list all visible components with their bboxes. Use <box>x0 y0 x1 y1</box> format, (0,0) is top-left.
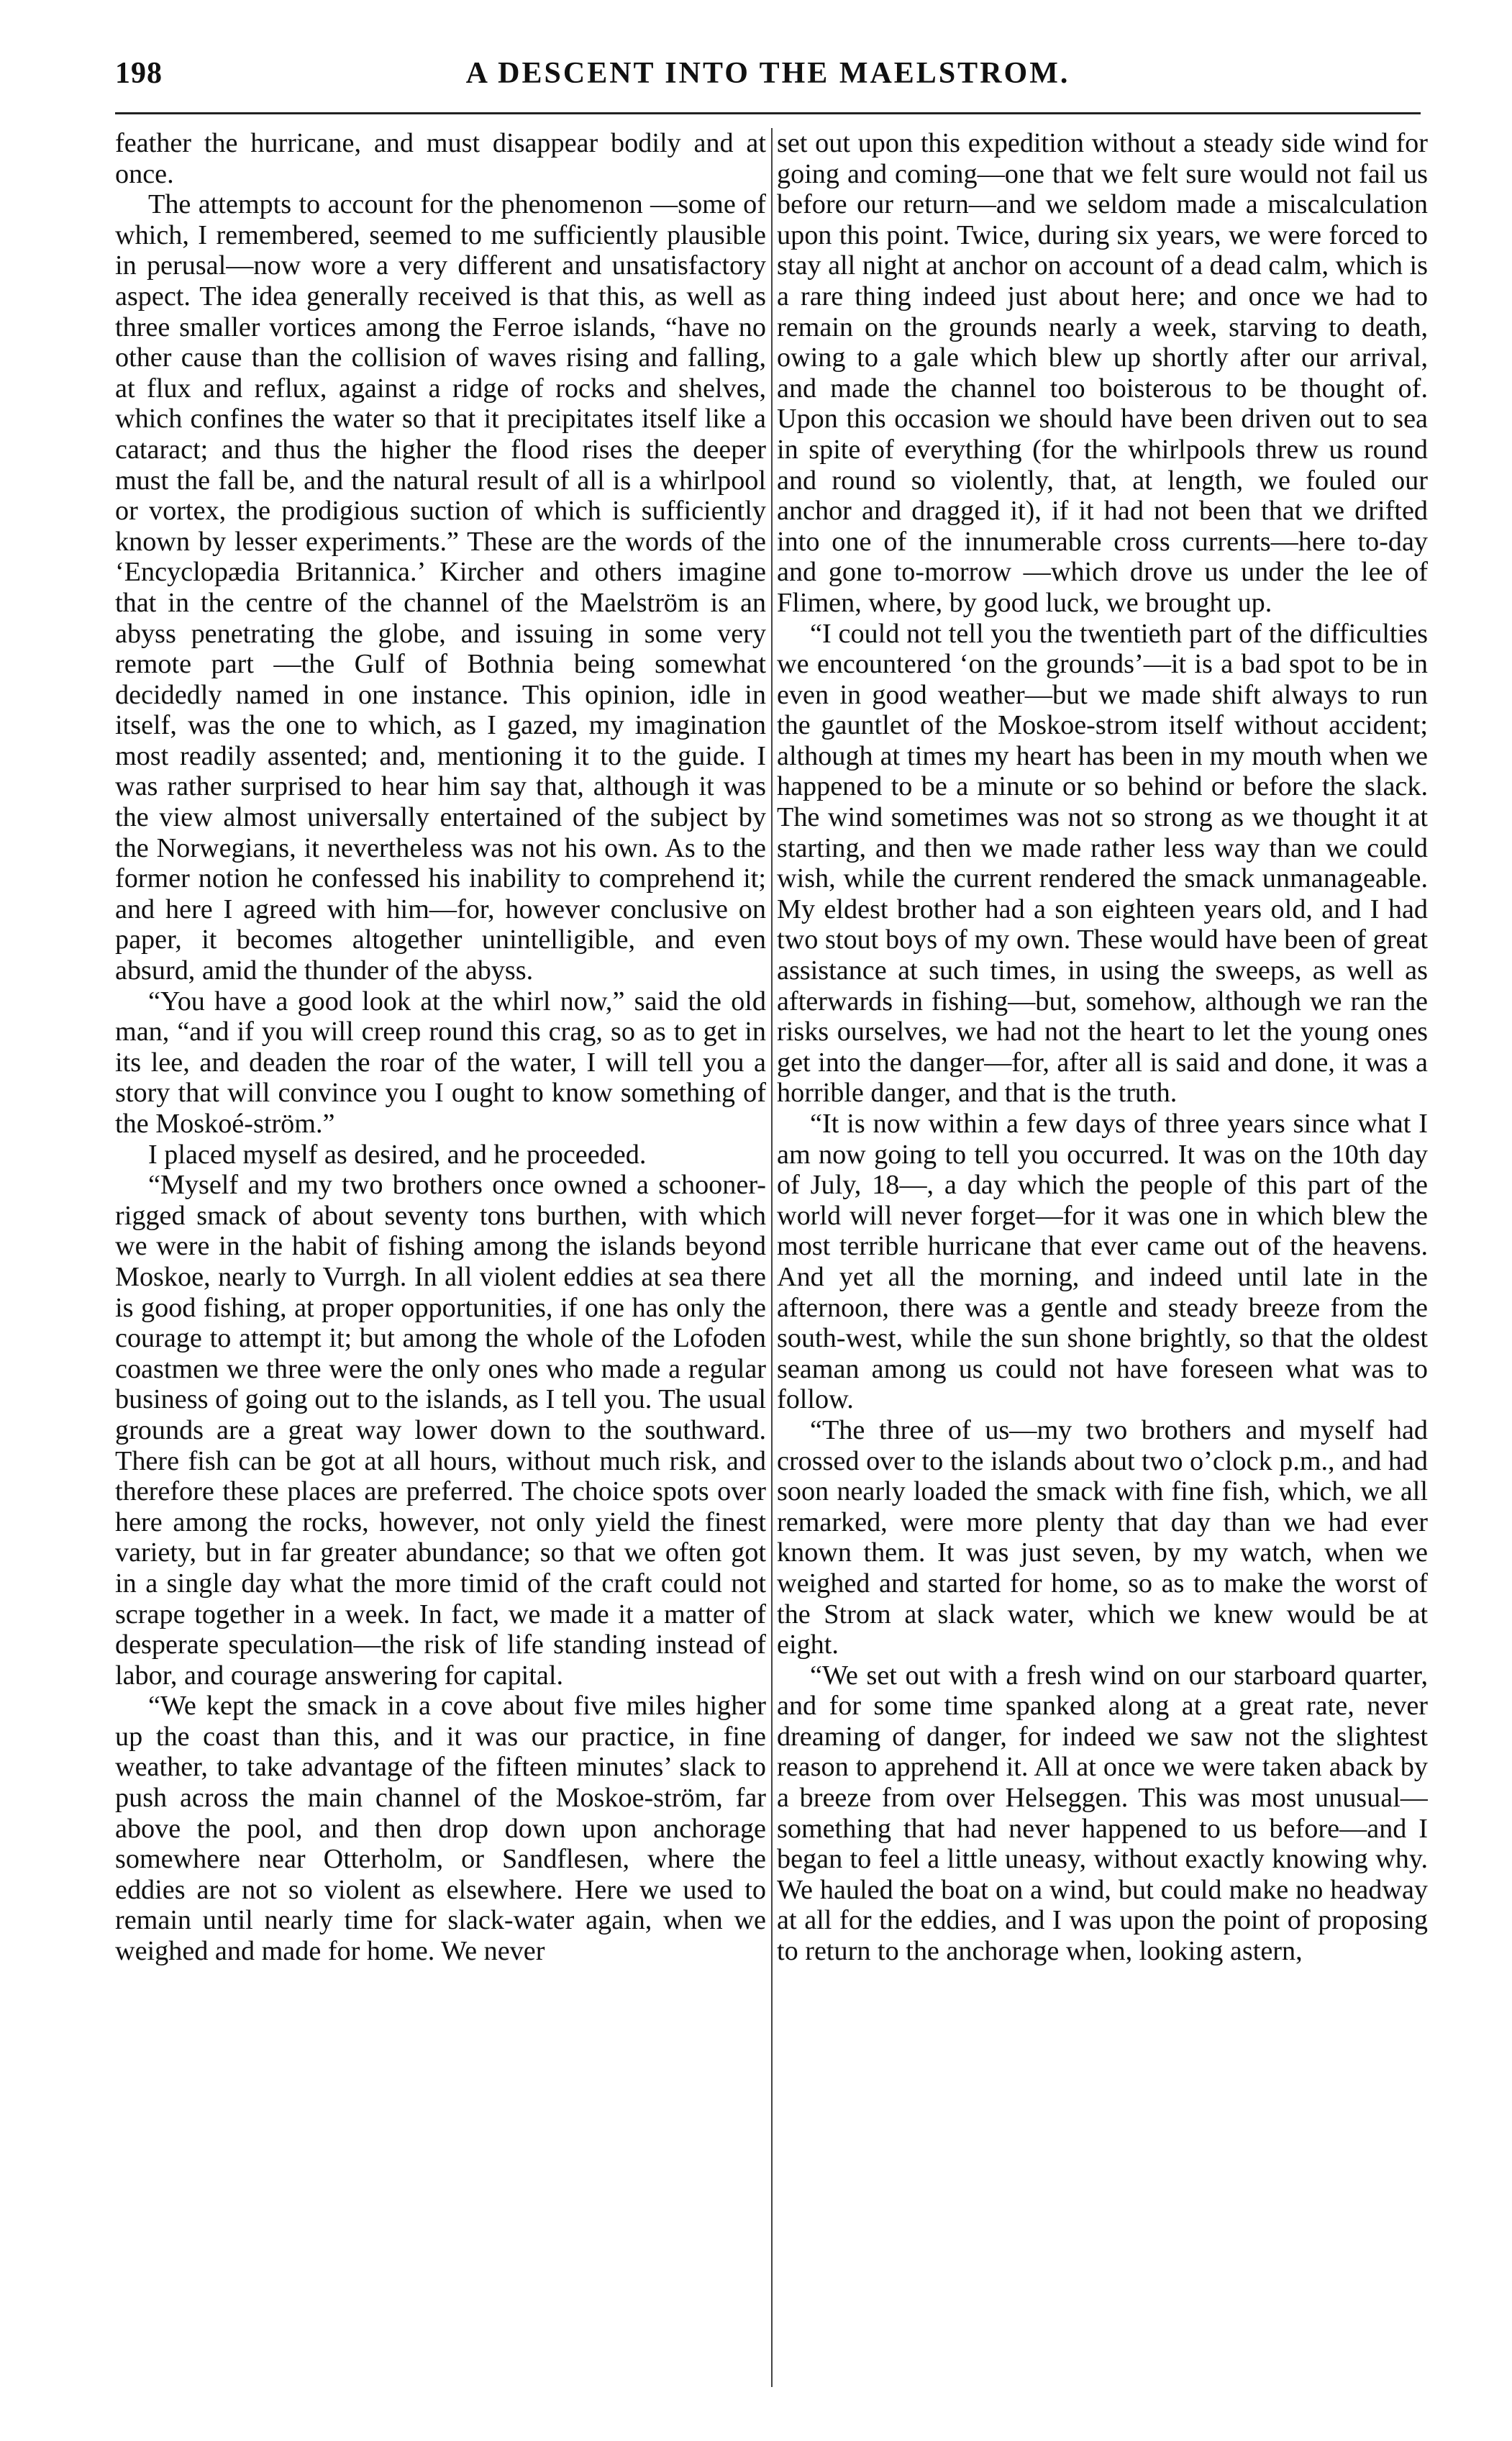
paragraph: “We set out with a fresh wind on our starboard quarter, and for some time spanked along at a great rate, never dreaming of danger, for indeed we saw not the slightest reason to apprehend it. All at once we were taken aback by a breeze from over Helseggen. This was most unusual—something that had never happened to us before—and I began to feel a little uneasy, without exactly knowing why. We hauled the boat on a wind, but could make no headway at all for the eddies, and I was upon the point of proposing to return to the anchorage when, looking astern, <box>777 1660 1428 1967</box>
paragraph: “The three of us—my two brothers and myself had crossed over to the islands about two o’clock p.m., and had soon nearly loaded the smack with fine fish, which, we all remarked, were more plenty that day than we had ever known them. It was just seven, by my watch, when we weighed and started for home, so as to make the worst of the Strom at slack water, which we knew would be at eight. <box>777 1414 1428 1660</box>
column-divider <box>771 128 773 2387</box>
paragraph: “We kept the smack in a cove about five miles higher up the coast than this, and it was our practice, in fine weather, to take advantage of the fifteen minutes’ slack to push across the main channel of the Moskoe-ström, far above the pool, and then drop down upon anchorage somewhere near Otterholm, or Sandflesen, where the eddies are not so violent as elsewhere. Here we used to remain until nearly time for slack-water again, when we weighed and made for home. We never <box>115 1691 766 1967</box>
paragraph: “It is now within a few days of three years since what I am now going to tell you occurred. It was on the 10th day of July, 18—, a day which the people of this part of the world will never forget—for it was one in which blew the most terrible hurricane that ever came out of the heavens. And yet all the morning, and indeed until late in the afternoon, there was a gentle and steady breeze from the south-west, while the sun shone brightly, so that the oldest seaman among us could not have foreseen what was to follow. <box>777 1109 1428 1415</box>
left-column <box>115 128 766 2401</box>
right-column <box>777 128 1428 2401</box>
paragraph: “Myself and my two brothers once owned a schooner-rigged smack of about seventy tons burthen, with which we were in the habit of fishing among the islands beyond Moskoe, nearly to Vurrgh. In all violent eddies at sea there is good fishing, at proper opportunities, if one has only the courage to attempt it; but among the whole of the Lofoden coastmen we three were the only ones who made a regular business of going out to the islands, as I tell you. The usual grounds are a great way lower down to the southward. There fish can be got at all hours, without much risk, and therefore these places are preferred. The choice spots over here among the rocks, however, not only yield the finest variety, but in far greater abundance; so that we often got in a single day what the more timid of the craft could not scrape together in a week. In fact, we made it a matter of desperate speculation—the risk of life standing instead of labor, and courage answering for capital. <box>115 1170 766 1691</box>
paragraph: The attempts to account for the phenomenon —some of which, I remembered, seemed to me sufficiently plausible in perusal—now wore a very different and unsatisfactory aspect. The idea generally received is that this, as well as three smaller vortices among the Ferroe islands, “have no other cause than the collision of waves rising and falling, at flux and reflux, against a ridge of rocks and shelves, which confines the water so that it precipitates itself like a cataract; and thus the higher the flood rises the deeper must the fall be, and the natural result of all is a whirlpool or vortex, the prodigious suction of which is sufficiently known by lesser experiments.” These are the words of the ‘Encyclopædia Britannica.’ Kircher and others imagine that in the centre of the channel of the Maelström is an abyss penetrating the globe, and issuing in some very remote part —the Gulf of Bothnia being somewhat decidedly named in one instance. This opinion, idle in itself, was the one to which, as I gazed, my imagination most readily assented; and, mentioning it to the guide. I was rather surprised to hear him say that, although it was the view almost universally entertained of the subject by the Norwegians, it nevertheless was not his own. As to the former notion he confessed his inability to comprehend it; and here I agreed with him—for, however conclusive on paper, it becomes altogether unintelligible, and even absurd, amid the thunder of the abyss. <box>115 189 766 986</box>
page-header <box>115 56 1421 106</box>
paragraph: “I could not tell you the twentieth part of the difficulties we encountered ‘on the grounds’—it is a bad spot to be in even in good weather—but we made shift always to run the gauntlet of the Moskoe-strom itself without accident; although at times my heart has been in my mouth when we happened to be a minute or so behind or before the slack. The wind sometimes was not so strong as we thought it at starting, and then we made rather less way than we could wish, while the current rendered the smack unmanageable. My eldest brother had a son eighteen years old, and I had two stout boys of my own. These would have been of great assistance at such times, in using the sweeps, as well as afterwards in fishing—but, somehow, although we ran the risks ourselves, we had not the heart to let the young ones get into the danger—for, after all is said and done, it was a horrible danger, and that is the truth. <box>777 618 1428 1109</box>
paragraph: set out upon this expedition without a steady side wind for going and coming—one that we felt sure would not fail us before our return—and we seldom made a miscalculation upon this point. Twice, during six years, we were forced to stay all night at anchor on account of a dead calm, which is a rare thing indeed just about here; and once we had to remain on the grounds nearly a week, starving to death, owing to a gale which blew up shortly after our arrival, and made the channel too boisterous to be thought of. Upon this occasion we should have been driven out to sea in spite of everything (for the whirlpools threw us round and round so violently, that, at length, we fouled our anchor and dragged it), if it had not been that we drifted into one of the innumerable cross currents—here to-day and gone to-morrow —which drove us under the lee of Flimen, where, by good luck, we brought up. <box>777 128 1428 618</box>
header-rule <box>115 112 1421 114</box>
page-number: 198 <box>115 57 163 90</box>
paragraph: “You have a good look at the whirl now,” said the old man, “and if you will creep round this crag, so as to get in its lee, and deaden the roar of the water, I will tell you a story that will convince you I ought to know something of the Moskoé-ström.” <box>115 986 766 1139</box>
running-title: A DESCENT INTO THE MAELSTROM. <box>465 57 1070 90</box>
paragraph: I placed myself as desired, and he proceeded. <box>148 1139 647 1170</box>
paragraph: feather the hurricane, and must disappear bodily and at once. <box>115 128 766 189</box>
